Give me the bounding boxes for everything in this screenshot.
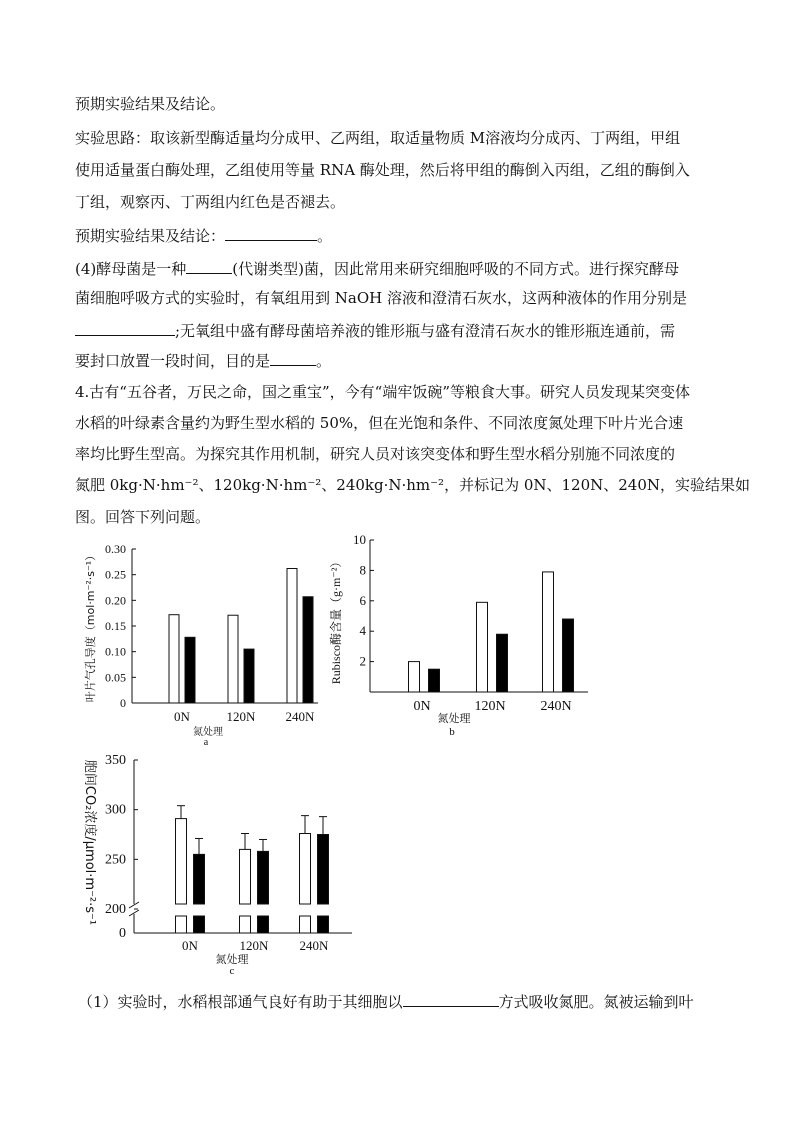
- text-line-10: 4.古有“五谷者，万民之命，国之重宝”，今有“端牢饭碗”等粮食大事。研究人员发现某突变体: [75, 383, 690, 401]
- y-tick-label: 0: [119, 926, 126, 941]
- bar: [244, 649, 254, 703]
- y-tick-label: 0.15: [105, 619, 126, 633]
- text-line-5: [75, 224, 332, 246]
- x-axis-title: 氮处理: [215, 953, 249, 966]
- bar-base-segment: [240, 916, 251, 933]
- bar-base-segment: [194, 916, 205, 933]
- text-segment: 方式吸收氮肥。氮被运输到叶: [498, 993, 694, 1011]
- x-tick-label: 120N: [226, 709, 256, 724]
- bar: [318, 835, 329, 905]
- bar-base-segment: [176, 916, 187, 933]
- bar-base-segment: [318, 916, 329, 933]
- text-segment: 预期实验结果及结论：: [75, 227, 226, 245]
- y-tick-label: 200: [105, 902, 126, 917]
- bar-base-segment: [300, 916, 311, 933]
- y-tick-label: 10: [353, 532, 366, 547]
- bar: [258, 851, 269, 904]
- text-segment: (4)酵母菌是一种: [75, 260, 187, 278]
- bar: [185, 637, 195, 703]
- y-tick-label: 0.05: [105, 670, 126, 685]
- y-tick-label: 300: [105, 802, 126, 818]
- x-tick-label: 240N: [540, 699, 572, 714]
- y-tick-label: 0.30: [105, 542, 126, 556]
- y-tick-label: 4: [359, 623, 366, 639]
- bar: [169, 615, 179, 703]
- bar: [287, 569, 297, 703]
- text-line-4: 丁组，观察丙、丁两组内红色是否褪去。: [75, 193, 346, 211]
- chart-a-stomatal-conductance: [60, 535, 330, 745]
- y-tick-label: 6: [359, 592, 366, 608]
- bar: [176, 819, 187, 904]
- text-segment: 。: [316, 352, 332, 370]
- text-line-3: 使用适量蛋白酶处理，乙组使用等量 RNA 酶处理，然后将甲组的酶倒入丙组，乙组的酶倒入: [75, 161, 690, 179]
- text-segment: ;无氧组中盛有酵母菌培养液的锥形瓶与盛有澄清石灰水的锥形瓶连通前，需: [175, 322, 676, 340]
- x-axis-title: 氮处理: [437, 712, 471, 725]
- text-segment: 要封口放置一段时间，目的是: [75, 352, 271, 370]
- text-line-1: 预期实验结果及结论。: [75, 95, 226, 113]
- text-line-6: [75, 257, 679, 279]
- y-axis-title: 胞间CO₂浓度/μmol·m⁻²·s⁻¹: [82, 759, 97, 926]
- y-tick-label: 2: [359, 653, 366, 669]
- answer-blank: [270, 349, 316, 366]
- text-line-14: 图。回答下列问题。: [75, 508, 211, 526]
- x-axis-title: 氮处理: [193, 727, 223, 738]
- panel-label: c: [229, 965, 235, 975]
- text-line-9: [75, 349, 331, 371]
- x-tick-label: 0N: [413, 699, 431, 714]
- y-axis-title: 叶片气孔导度（mol·m⁻²·s⁻¹）: [84, 549, 97, 703]
- x-tick-label: 0N: [182, 938, 198, 953]
- text-segment: 。: [317, 227, 333, 245]
- answer-blank: [75, 319, 175, 336]
- text-line-12: 率均比野生型高。为探究其作用机制，研究人员对该突变体和野生型水稻分别施不同浓度的: [75, 445, 676, 463]
- text-line-8: [75, 319, 675, 341]
- text-line-2: 实验思路：取该新型酶适量均分成甲、乙两组，取适量物质 M溶液均分成丙、丁两组，甲组: [75, 129, 681, 147]
- answer-blank: [186, 257, 232, 274]
- bar: [543, 572, 554, 692]
- text-segment: （1）实验时，水稻根部通气良好有助于其细胞以: [78, 993, 403, 1011]
- text-segment: (代谢类型)菌，因此常用来研究细胞呼吸的不同方式。进行探究酵母: [232, 260, 679, 278]
- bar: [563, 619, 574, 692]
- bar: [194, 854, 205, 904]
- bar-base-segment: [258, 916, 269, 933]
- text-line-13: 氮肥 0kg·N·hm⁻²、120kg·N·hm⁻²、240kg·N·hm⁻²，并标记为 0N、120N、240N，实验结果如: [75, 476, 751, 494]
- y-tick-label: 0.10: [105, 644, 126, 659]
- bar: [497, 634, 508, 692]
- bar: [240, 849, 251, 904]
- y-tick-label: 250: [105, 852, 126, 868]
- bar: [300, 834, 311, 904]
- y-tick-label: 0.25: [105, 567, 126, 582]
- text-line-15: [78, 990, 694, 1012]
- text-line-11: 水稻的叶绿素含量约为野生型水稻的 50%，但在光饱和条件、不同浓度氮处理下叶片光合速: [75, 414, 684, 432]
- chart-b-rubisco-content: [320, 528, 600, 743]
- panel-label: b: [449, 726, 455, 738]
- bar: [429, 669, 440, 692]
- x-tick-label: 120N: [239, 938, 269, 953]
- bar: [409, 662, 420, 692]
- text-line-7: 菌细胞呼吸方式的实验时，有氧组用到 NaOH 溶液和澄清石灰水，这两种液体的作用分别是: [75, 289, 687, 307]
- x-tick-label: 240N: [285, 709, 315, 724]
- chart-c-intercellular-co2: [70, 750, 360, 975]
- x-tick-label: 0N: [174, 709, 190, 724]
- answer-blank: [403, 990, 499, 1007]
- x-tick-label: 120N: [474, 699, 506, 714]
- panel-label: a: [203, 737, 209, 745]
- y-axis-title: Rubisco酶含量（g·m⁻²）: [329, 555, 343, 685]
- x-tick-label: 240N: [299, 938, 329, 953]
- bar: [477, 602, 488, 692]
- y-tick-label: 8: [359, 562, 366, 578]
- bar: [228, 615, 238, 703]
- answer-blank: [225, 224, 317, 241]
- y-tick-label: 0: [120, 696, 126, 710]
- bar: [303, 597, 313, 703]
- y-tick-label: 350: [105, 753, 126, 768]
- y-tick-label: 0.20: [105, 593, 126, 608]
